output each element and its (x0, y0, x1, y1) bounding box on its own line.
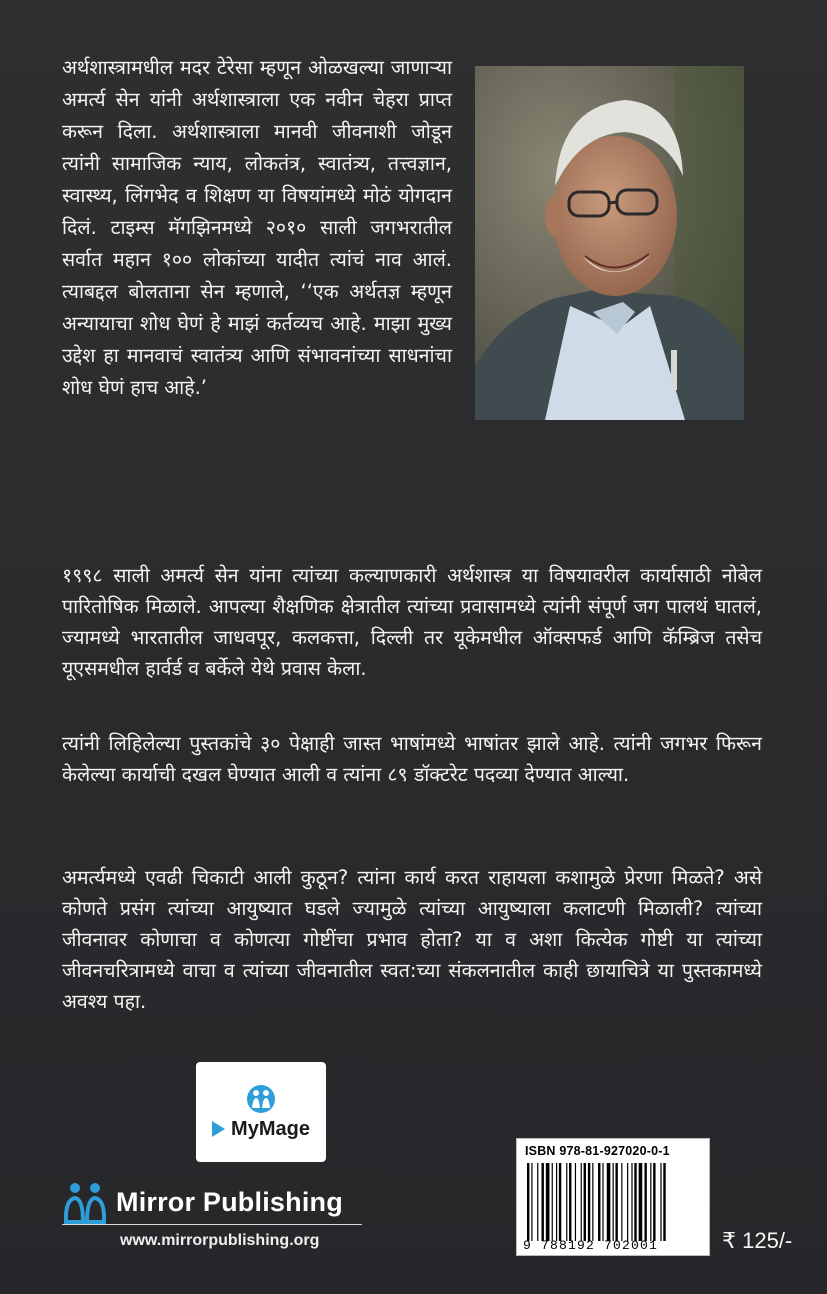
barcode-bar (607, 1163, 611, 1241)
barcode-bar (627, 1163, 628, 1241)
barcode-bar (542, 1163, 544, 1241)
publisher-website[interactable]: www.mirrorpublishing.org (120, 1232, 320, 1249)
books-paragraph: त्यांनी लिहिलेल्या पुस्तकांचे ३० पेक्षाही जास्त भाषांमध्ये भाषांतर झाले आहे. त्यांनी जगभर फिरून केलेल्या कार्याची दखल घेण्यात आली व त्यांना ८९ डॉक्टरेट पदव्या देण्यात आल्या. (62, 732, 762, 786)
barcode-bar (613, 1163, 614, 1241)
mymage-badge[interactable] (196, 1062, 326, 1162)
barcode-bar (584, 1163, 586, 1241)
barcode-bars (525, 1163, 703, 1241)
mymage-brand (212, 1118, 310, 1141)
barcode-bar (527, 1163, 529, 1241)
barcode-bar (660, 1163, 661, 1241)
barcode-bar (598, 1163, 600, 1241)
publisher-divider (62, 1224, 362, 1225)
barcode-bar (592, 1163, 593, 1241)
barcode-bar (537, 1163, 538, 1241)
barcode-bar (531, 1163, 532, 1241)
mirror-publishing-logo-icon (62, 1180, 108, 1224)
barcode-bar (559, 1163, 561, 1241)
publisher-name: Mirror Publishing (116, 1186, 343, 1217)
barcode-bar (588, 1163, 590, 1241)
author-photo (475, 66, 744, 420)
barcode-bar (639, 1163, 643, 1241)
barcode-bar (634, 1163, 636, 1241)
barcode-bar (556, 1163, 557, 1241)
barcode-bar (663, 1163, 665, 1241)
isbn-label: ISBN 978-81-927020-0-1 (525, 1144, 670, 1158)
barcode-bar (566, 1163, 567, 1241)
barcode-bar (653, 1163, 655, 1241)
barcode-bar (581, 1163, 582, 1241)
intro-paragraph: अर्थशास्त्रामधील मदर टेरेसा म्हणून ओळखल्या जाणाऱ्या अमर्त्य सेन यांनी अर्थशास्त्राला एक नवीन चेहरा प्राप्त करून दिला. अर्थशास्त्राला मानवी जीवनाशी जोडून त्यांनी सामाजिक न्याय, लोकतंत्र, स्वातंत्र्य, तत्त्वज्ञान, स्वास्थ्य, लिंगभेद व शिक्षण या विषयांमध्ये मोठं योगदान दिलं. टाइम्स मॅगझिनमध्ये २०१० साली जगभरातील सर्वात महान १०० लोकांच्या यादीत त्यांचं नाव आलं. त्याबद्दल बोलताना सेन म्हणाले, ‘‘एक अर्थतज्ञ म्हणून अन्यायाचा शोध घेणं हे माझं कर्तव्यच आहे. माझा मुख्य उद्देश हा मानवाचं स्वातंत्र्य आणि संभावनांच्या साधनांचा शोध घेणं हाच आहे.’ (62, 56, 452, 399)
barcode-bar (546, 1163, 550, 1241)
barcode-bar (615, 1163, 617, 1241)
isbn-barcode (516, 1138, 710, 1256)
barcode-bar (650, 1163, 651, 1241)
nobel-paragraph: १९९८ साली अमर्त्य सेन यांना त्यांच्या कल्याणकारी अर्थशास्त्र या विषयावरील कार्यासाठी नोबेल पारितोषिक मिळाले. आपल्या शैक्षणिक क्षेत्रातील त्यांच्या प्रवासामध्ये त्यांनी संपूर्ण जग पालथं घातलं, ज्यामध्ये भारतातील जाधवपूर, कलकत्ता, दिल्ली तर यूकेमधील ऑक्सफर्ड आणि कॅम्ब्रिज तसेच यूएसमधील हार्वर्ड व बर्केले येथे प्रवास केला. (62, 564, 762, 680)
barcode-digits: 9 788192 702001 (523, 1238, 659, 1253)
mymage-label: MyMage (231, 1117, 310, 1140)
publisher-logo (62, 1180, 382, 1224)
questions-paragraph: अमर्त्यमध्ये एवढी चिकाटी आली कुठून? त्यांना कार्य करत राहायला कशामुळे प्रेरणा मिळते? असे कोणते प्रसंग त्यांच्या आयुष्यात घडले ज्यामुळे त्यांच्या आयुष्याला कलाटणी मिळाली? त्यांच्या जीवनावर कोणाचा व कोणत्या गोष्टींचा प्रभाव होता? या व अशा कित्येक गोष्टी या त्यांच्या जीवनचरित्रामध्ये वाचा व त्यांच्या जीवनातील स्वत:च्या संकलनातील काही छायाचित्रे या पुस्तकामध्ये अवश्य पहा. (62, 866, 762, 1013)
price: ₹ 125/- (722, 1228, 793, 1253)
barcode-bar (644, 1163, 646, 1241)
mymage-logo-icon (246, 1084, 276, 1114)
barcode-bar (552, 1163, 553, 1241)
barcode-bar (569, 1163, 571, 1241)
barcode-bar (631, 1163, 632, 1241)
barcode-bar (621, 1163, 622, 1241)
play-store-icon (212, 1121, 225, 1137)
barcode-bar (602, 1163, 603, 1241)
barcode-bar (575, 1163, 576, 1241)
